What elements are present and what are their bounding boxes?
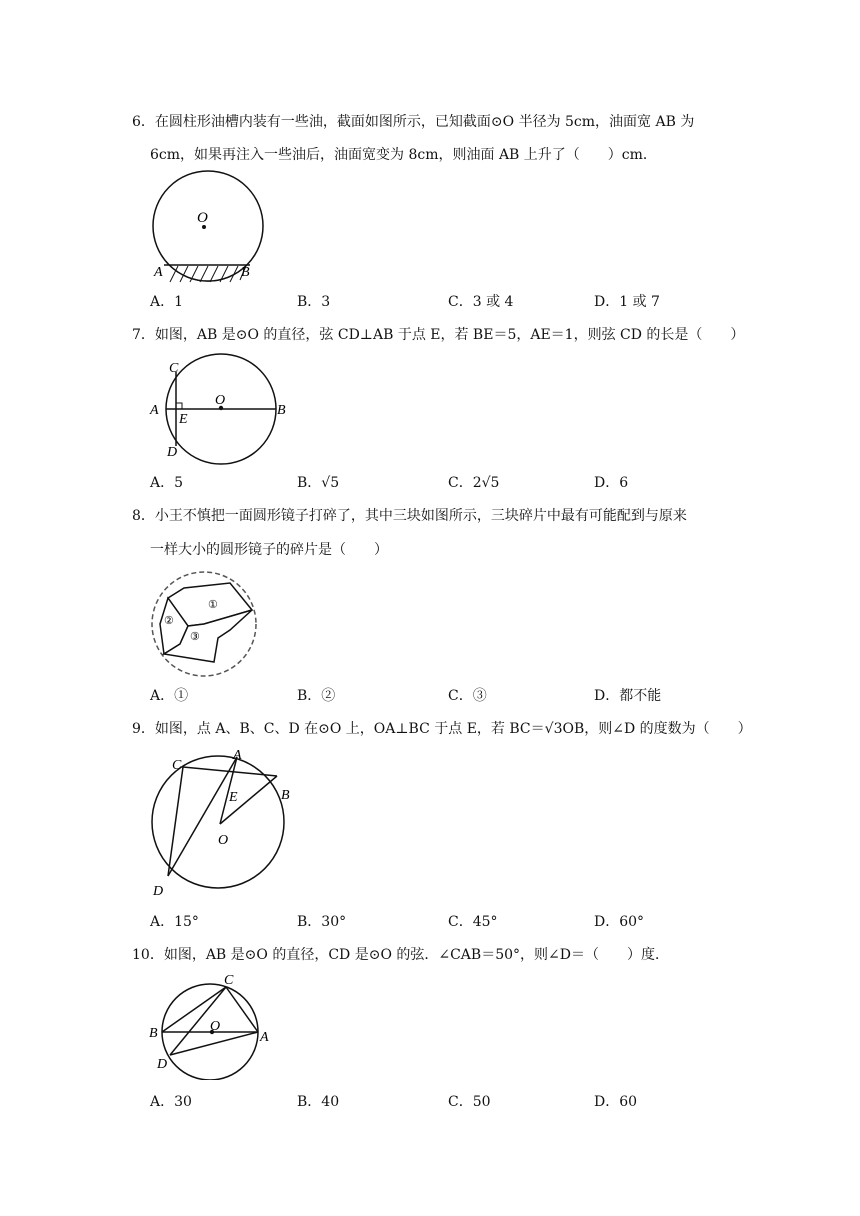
q7-label-a: A <box>150 403 159 418</box>
q9-label-a: A <box>233 748 242 763</box>
q6-label-o: O <box>197 210 208 226</box>
q7-option-d[interactable]: D．6 <box>594 475 629 491</box>
q8-option-a[interactable]: A．① <box>150 688 189 704</box>
q6-label-a: A <box>154 265 163 280</box>
q6-option-b[interactable]: B．3 <box>297 294 331 310</box>
q7-option-c[interactable]: C．2√5 <box>448 475 500 491</box>
q9-label-c: C <box>172 758 182 773</box>
q9-label-d: D <box>153 884 164 899</box>
q7-stem: 7．如图，AB 是⊙O 的直径，弦 CD⊥AB 于点 E，若 BE＝5，AE＝1，则弦 CD 的长是（ ） <box>132 327 745 343</box>
q10-option-a[interactable]: A．30 <box>150 1094 192 1110</box>
q9-option-b[interactable]: B．30° <box>297 914 347 930</box>
q10-stem: 10．如图，AB 是⊙O 的直径，CD 是⊙O 的弦．∠CAB＝50°，则∠D＝（ ）度． <box>132 947 669 963</box>
q10-option-c[interactable]: C．50 <box>448 1094 491 1110</box>
q6-figure <box>140 170 280 285</box>
q7-label-b: B <box>277 403 286 418</box>
q10-option-d[interactable]: D．60 <box>594 1094 638 1110</box>
q10-label-c: C <box>224 973 234 988</box>
q9-option-a[interactable]: A．15° <box>150 914 199 930</box>
q6-option-a[interactable]: A．1 <box>150 294 184 310</box>
q6-option-c[interactable]: C．3 或 4 <box>448 294 514 310</box>
q7-label-e: E <box>179 412 188 427</box>
q7-option-b[interactable]: B．√5 <box>297 475 340 491</box>
q8-option-d[interactable]: D．都不能 <box>594 688 662 704</box>
q10-label-d: D <box>157 1057 168 1072</box>
q8-figure <box>148 568 260 680</box>
q6-stem-line2: 6cm，如果再注入一些油后，油面宽变为 8cm，则油面 AB 上升了（ ）cm． <box>150 147 657 163</box>
q8-label-piece2: ② <box>164 615 174 627</box>
q7-label-c: C <box>169 361 179 376</box>
q9-label-b: B <box>281 788 290 803</box>
q7-label-o: O <box>215 393 226 408</box>
q8-option-c[interactable]: C．③ <box>448 688 487 704</box>
q8-label-piece1: ① <box>208 599 218 611</box>
q10-label-b: B <box>149 1026 158 1041</box>
q9-stem: 9．如图，点 A、B、C、D 在⊙O 上，OA⊥BC 于点 E，若 BC＝√3OB，则∠D 的度数为（ ） <box>132 721 752 737</box>
q9-figure <box>140 745 310 905</box>
q8-stem-line2: 一样大小的圆形镜子的碎片是（ ） <box>150 542 388 558</box>
q8-label-piece3: ③ <box>190 631 200 643</box>
q10-figure <box>140 970 280 1080</box>
q9-option-c[interactable]: C．45° <box>448 914 498 930</box>
q6-label-b: B <box>241 265 250 280</box>
q9-label-e: E <box>229 790 238 805</box>
q10-label-o: O <box>210 1019 221 1034</box>
q8-stem-line1: 8．小王不慎把一面圆形镜子打碎了，其中三块如图所示，三块碎片中最有可能配到与原来 <box>132 508 687 524</box>
q9-label-o: O <box>218 833 229 848</box>
q8-option-b[interactable]: B．② <box>297 688 336 704</box>
q7-option-a[interactable]: A．5 <box>150 475 184 491</box>
q10-label-a: A <box>260 1030 269 1045</box>
q9-option-d[interactable]: D．60° <box>594 914 645 930</box>
q6-stem-line1: 6．在圆柱形油槽内装有一些油，截面如图所示，已知截面⊙O 半径为 5cm，油面宽 AB 为 <box>132 114 695 130</box>
q7-label-d: D <box>167 445 178 460</box>
q7-figure <box>140 350 300 465</box>
q10-option-b[interactable]: B．40 <box>297 1094 340 1110</box>
q6-option-d[interactable]: D．1 或 7 <box>594 294 660 310</box>
